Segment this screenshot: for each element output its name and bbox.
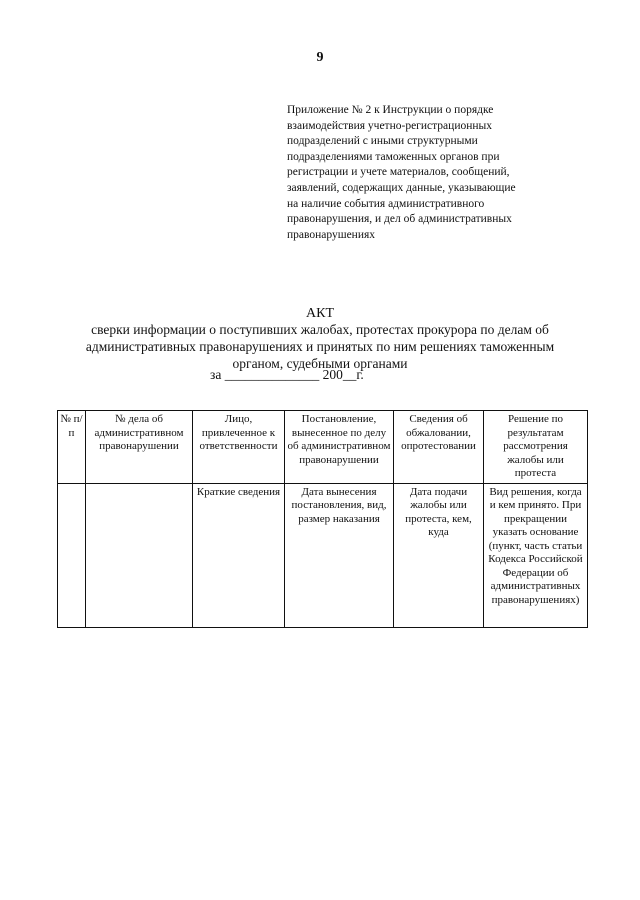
act-title: АКТ bbox=[306, 306, 334, 321]
cell-number bbox=[58, 483, 86, 627]
header-cell-resolution: Постановление, вынесенное по делу об административном правонарушении bbox=[285, 411, 394, 484]
header-cell-number: № п/п bbox=[58, 411, 86, 484]
act-subtitle-line: административных правонарушениях и принятых по ним решениях таможенным bbox=[85, 339, 555, 354]
act-period: за ______________ 200__г. bbox=[210, 367, 364, 382]
table-header-row bbox=[58, 411, 588, 484]
act-subtitle-line: органом, судебными органами bbox=[232, 356, 408, 371]
appendix-line: взаимодействия учетно-регистрационных bbox=[287, 119, 493, 132]
cell-appeal: Дата подачи жалобы или протеста, кем, куда bbox=[394, 483, 484, 627]
header-cell-person: Лицо, привлеченное к ответственности bbox=[193, 411, 285, 484]
reconciliation-table bbox=[57, 410, 588, 628]
appendix-line: правонарушения, и дел об административных bbox=[287, 213, 512, 226]
table-row bbox=[58, 483, 588, 627]
cell-person: Краткие сведения bbox=[193, 483, 285, 627]
header-cell-appeal: Сведения об обжаловании, опротестовании bbox=[394, 411, 484, 484]
act-subtitle-line: сверки информации о поступивших жалобах, протестах прокурора по делам об bbox=[91, 322, 549, 337]
act-subtitle bbox=[30, 321, 610, 372]
cell-resolution: Дата вынесения постановления, вид, размер наказания bbox=[285, 483, 394, 627]
appendix-line: подразделений с иными структурными bbox=[287, 135, 478, 148]
appendix-line: Приложение № 2 к Инструкции о порядке bbox=[287, 104, 494, 116]
cell-case-number bbox=[86, 483, 193, 627]
appendix-line: регистрации и учете материалов, сообщений, bbox=[287, 166, 510, 179]
cell-decision: Вид решения, когда и кем принято. При прекращении указать основание (пункт, часть статьи Кодекса Российской Федерации об административных правонарушениях) bbox=[484, 483, 588, 627]
header-cell-case-number: № дела об административном правонарушении bbox=[86, 411, 193, 484]
appendix-line: подразделениями таможенных органов при bbox=[287, 150, 500, 163]
appendix-note bbox=[287, 103, 547, 243]
appendix-line: заявлений, содержащих данные, указывающие bbox=[287, 181, 516, 194]
header-cell-decision: Решение по результатам рассмотрения жалобы или протеста bbox=[484, 411, 588, 484]
appendix-line: правонарушениях bbox=[287, 228, 376, 241]
appendix-line: на наличие события административного bbox=[287, 197, 485, 210]
page-number: 9 bbox=[316, 50, 324, 65]
